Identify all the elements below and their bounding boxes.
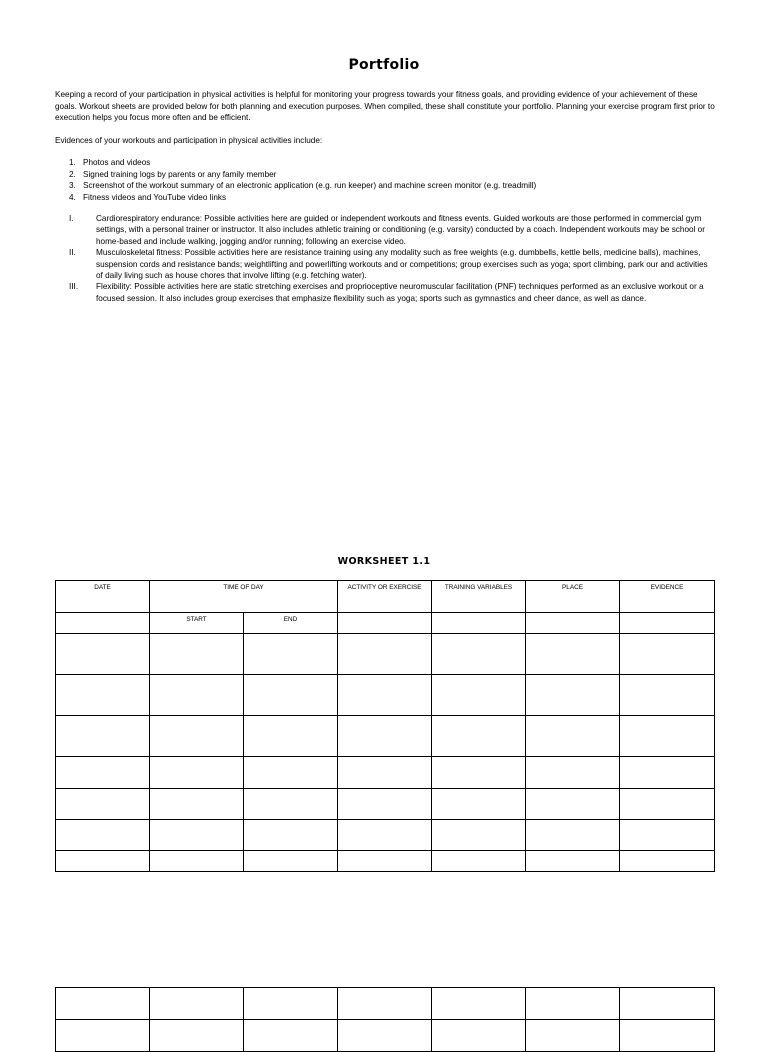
table-cell[interactable]	[620, 716, 715, 757]
table-cell[interactable]	[338, 789, 432, 820]
table-cell[interactable]	[150, 988, 244, 1020]
table-cell[interactable]	[620, 789, 715, 820]
table-cell[interactable]	[620, 851, 715, 872]
subheader-end: END	[244, 613, 338, 634]
table-cell[interactable]	[244, 675, 338, 716]
table-cell[interactable]	[620, 757, 715, 789]
table-row	[56, 988, 715, 1020]
table-cell[interactable]	[56, 634, 150, 675]
table-subheader-row	[56, 613, 715, 634]
list-item	[55, 157, 715, 169]
header-time-of-day: TIME OF DAY	[150, 581, 338, 613]
list-number: II.	[69, 248, 76, 258]
table-cell[interactable]	[526, 988, 620, 1020]
list-text: Screenshot of the workout summary of an electronic application (e.g. run keeper) and machine screen monitor (e.g. treadmill)	[83, 181, 537, 191]
table-cell[interactable]	[432, 820, 526, 851]
table-cell[interactable]	[432, 789, 526, 820]
table-cell[interactable]	[244, 789, 338, 820]
table-cell[interactable]	[432, 613, 526, 634]
table-cell[interactable]	[56, 988, 150, 1020]
worksheet-table	[55, 580, 715, 872]
table-cell[interactable]	[56, 716, 150, 757]
table-cell[interactable]	[150, 716, 244, 757]
table-row	[56, 851, 715, 872]
table-row	[56, 757, 715, 789]
evidence-intro: Evidences of your workouts and participation in physical activities include:	[55, 136, 323, 145]
table-cell[interactable]	[526, 789, 620, 820]
table-row	[56, 789, 715, 820]
table-cell[interactable]	[620, 675, 715, 716]
table-cell[interactable]	[244, 988, 338, 1020]
table-cell[interactable]	[244, 851, 338, 872]
activity-category-list	[55, 213, 710, 304]
table-row	[56, 820, 715, 851]
list-text: Signed training logs by parents or any family member	[83, 169, 277, 179]
list-number: III.	[69, 282, 79, 292]
table-cell[interactable]	[338, 716, 432, 757]
worksheet-title: WORKSHEET 1.1	[337, 556, 431, 567]
table-cell[interactable]	[244, 820, 338, 851]
table-cell[interactable]	[526, 820, 620, 851]
table-cell[interactable]	[56, 757, 150, 789]
table-cell[interactable]	[526, 675, 620, 716]
table-row	[56, 634, 715, 675]
table-row	[56, 716, 715, 757]
table-cell[interactable]	[338, 1020, 432, 1052]
list-item	[55, 192, 715, 204]
table-cell[interactable]	[56, 675, 150, 716]
list-text: Flexibility: Possible activities here are static stretching exercises and proprioceptive neuromuscular facilitation (PNF) techniques performed as an exclusive workout or a focused session. It also includes group exercises that emphasize flexibility such as yoga; sports such as gymnastics and cheer dance, as well as dance.	[96, 282, 704, 303]
list-item	[55, 247, 710, 281]
table-cell[interactable]	[526, 716, 620, 757]
header-training-variables: TRAINING VARIABLES	[432, 581, 526, 613]
table-cell[interactable]	[150, 851, 244, 872]
table-cell[interactable]	[338, 613, 432, 634]
list-item	[55, 169, 715, 181]
table-cell[interactable]	[432, 988, 526, 1020]
list-number: I.	[69, 214, 74, 223]
table-row	[56, 1020, 715, 1052]
list-number: 1.	[69, 158, 76, 167]
table-cell[interactable]	[244, 1020, 338, 1052]
table-cell[interactable]	[432, 1020, 526, 1052]
table-cell[interactable]	[432, 716, 526, 757]
table-cell[interactable]	[244, 634, 338, 675]
table-cell[interactable]	[432, 757, 526, 789]
list-number: 4.	[69, 192, 76, 202]
intro-paragraph: Keeping a record of your participation in physical activities is helpful for monitoring your progress towards your fitness goals, and providing evidence of your achievement of these goals. Workout sheets are provided below for both planning and execution purposes. When compiled, these shall constitute your portfolio. Planning your exercise program first prior to execution helps you focus more often and be efficient.	[55, 90, 715, 123]
table-cell[interactable]	[56, 613, 150, 634]
table-cell[interactable]	[56, 820, 150, 851]
evidence-list	[55, 157, 715, 203]
table-cell[interactable]	[56, 789, 150, 820]
header-place: PLACE	[526, 581, 620, 613]
table-cell[interactable]	[526, 613, 620, 634]
table-cell[interactable]	[338, 988, 432, 1020]
header-activity: ACTIVITY OR EXERCISE	[338, 581, 432, 613]
table-cell[interactable]	[620, 988, 715, 1020]
list-text: Fitness videos and YouTube video links	[83, 192, 227, 202]
table-cell[interactable]	[338, 675, 432, 716]
table-cell[interactable]	[526, 634, 620, 675]
list-text: Musculoskeletal fitness: Possible activities here are resistance training using any modality such as free weights (e.g. dumbbells, kettle bells, medicine balls), machines, suspension cords and resistance bands; weightlifting and powerlifting workouts and or competitions; group exercises such as yoga; sport climbing, park our and activities of daily living such as house chores that involve lifting (e.g. fetching water).	[96, 248, 708, 281]
table-cell[interactable]	[56, 851, 150, 872]
table-cell[interactable]	[620, 634, 715, 675]
table-cell[interactable]	[526, 1020, 620, 1052]
table-cell[interactable]	[432, 634, 526, 675]
list-item	[55, 180, 715, 192]
list-number: 2.	[69, 169, 76, 179]
header-evidence: EVIDENCE	[620, 581, 715, 613]
table-cell[interactable]	[432, 851, 526, 872]
table-cell[interactable]	[620, 613, 715, 634]
list-text: Cardiorespiratory endurance: Possible activities here are guided or independent workouts and fitness events. Guided workouts are those performed in commercial gym settings, with a personal trainer or instructor. It also includes athletic training or conditioning (e.g. varsity) conducted by a coach. Independent workouts may be school or home-based and include walking, jogging and/or running; following an exercise video.	[96, 214, 705, 246]
table-cell[interactable]	[150, 675, 244, 716]
worksheet-table-continued	[55, 987, 715, 1052]
list-number: 3.	[69, 181, 76, 191]
list-text: Photos and videos	[83, 158, 151, 167]
table-row	[56, 675, 715, 716]
table-cell[interactable]	[338, 851, 432, 872]
table-cell[interactable]	[244, 716, 338, 757]
page-title: Portfolio	[348, 57, 420, 73]
table-cell[interactable]	[338, 820, 432, 851]
table-cell[interactable]	[56, 1020, 150, 1052]
table-cell[interactable]	[150, 1020, 244, 1052]
table-header-row	[56, 581, 715, 613]
table-cell[interactable]	[620, 1020, 715, 1052]
table-cell[interactable]	[150, 757, 244, 789]
table-cell[interactable]	[150, 634, 244, 675]
subheader-start: START	[150, 613, 244, 634]
table-cell[interactable]	[526, 757, 620, 789]
table-cell[interactable]	[150, 820, 244, 851]
table-cell[interactable]	[432, 675, 526, 716]
table-cell[interactable]	[526, 851, 620, 872]
table-cell[interactable]	[150, 789, 244, 820]
table-cell[interactable]	[244, 757, 338, 789]
list-item	[55, 213, 710, 247]
table-cell[interactable]	[338, 634, 432, 675]
table-cell[interactable]	[338, 757, 432, 789]
table-cell[interactable]	[620, 820, 715, 851]
list-item	[55, 281, 710, 304]
header-date: DATE	[56, 581, 150, 613]
